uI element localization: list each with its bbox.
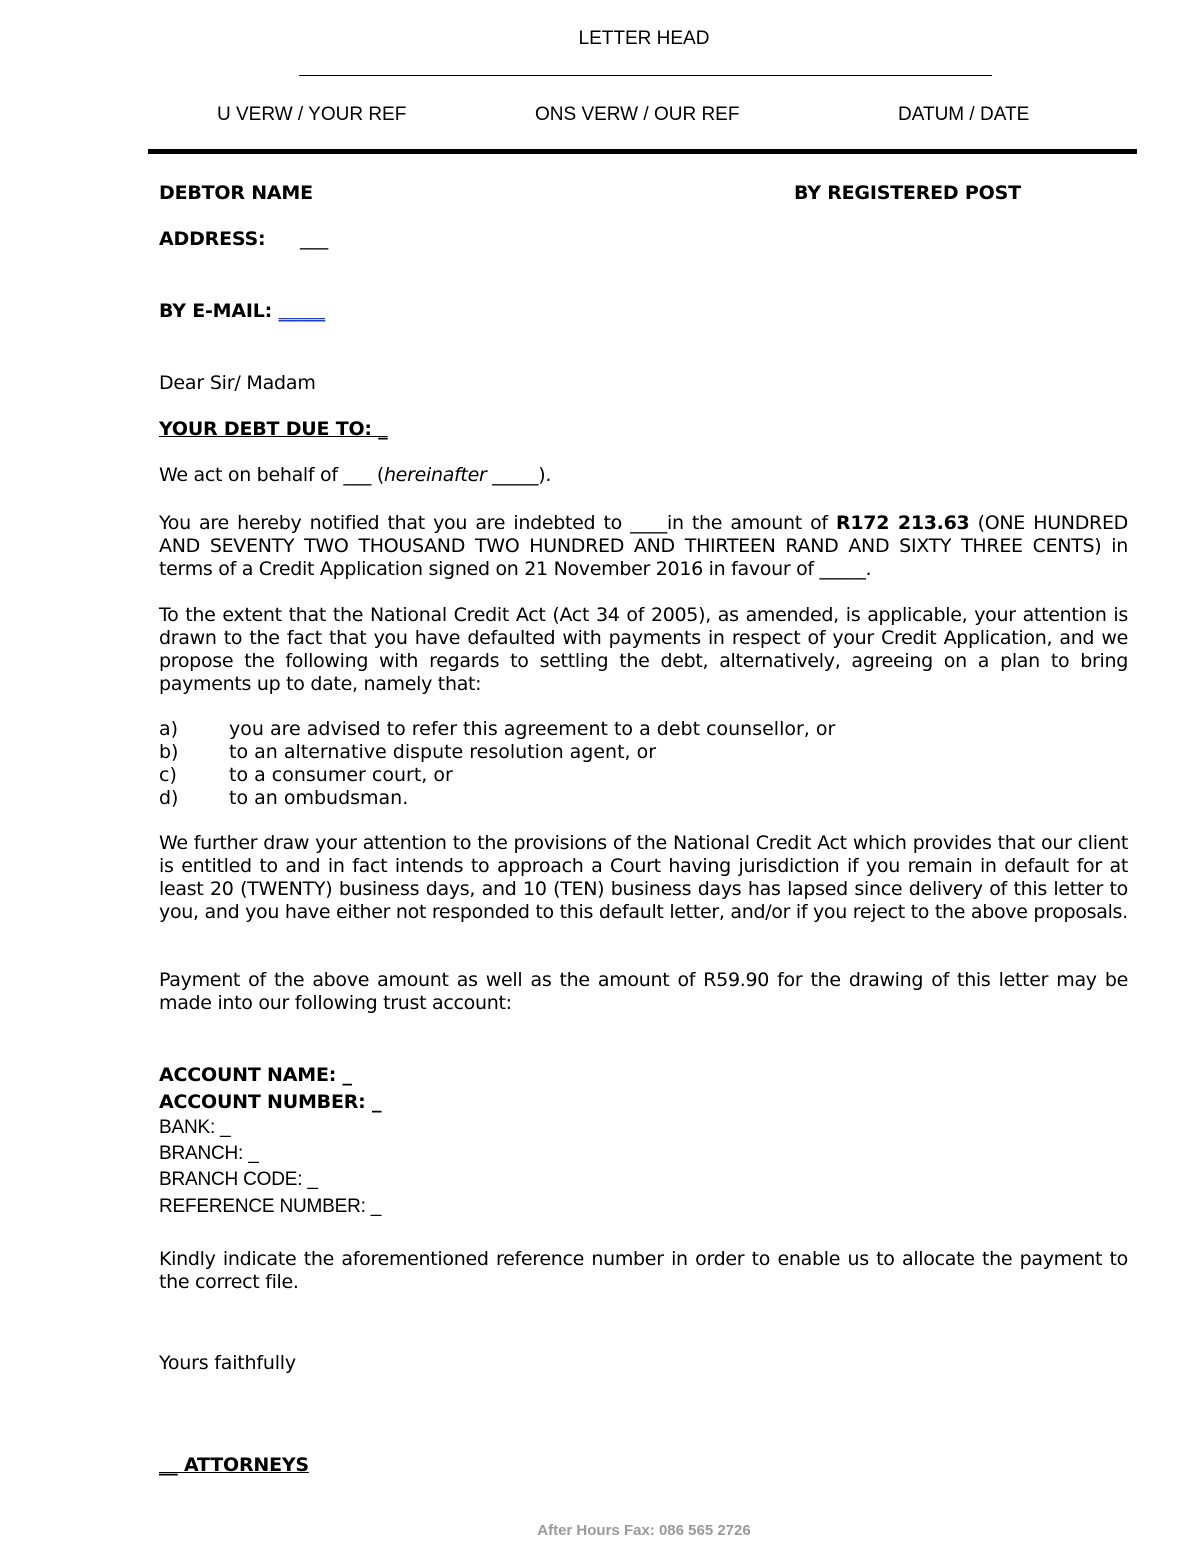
address-label: ADDRESS: xyxy=(159,228,266,250)
paragraph-on-behalf: We act on behalf of ___ (hereinafter _____). xyxy=(159,464,552,486)
list-item: c) to a consumer court, or xyxy=(159,764,453,786)
paragraph-payment: Payment of the above amount as well as the amount of R59.90 for the drawing of this letter may be made into our following trust account: xyxy=(159,969,1128,1014)
your-ref-label: U VERW / YOUR REF xyxy=(217,104,407,125)
delivery-method: BY REGISTERED POST xyxy=(794,182,1021,204)
letter-head: LETTER HEAD xyxy=(578,28,710,49)
paragraph-court: We further draw your attention to the provisions of the National Credit Act which provides that our client is entitled to and in fact intends to approach a Court having jurisdiction if you remain in default for at least 20 (TWENTY) business days, and 10 (TEN) business days has lapsed since delivery of this letter to you, and you have either not responded to this default letter, and/or if you reject to the above proposals. xyxy=(159,832,1128,923)
salutation: Dear Sir/ Madam xyxy=(159,372,316,394)
email-line xyxy=(159,300,325,322)
list-item: d) to an ombudsman. xyxy=(159,787,409,809)
reference-number: REFERENCE NUMBER: _ xyxy=(159,1196,382,1217)
email-link[interactable]: _____ xyxy=(278,300,326,322)
email-label: BY E-MAIL: xyxy=(159,300,273,322)
letterhead-divider xyxy=(299,75,992,76)
subject-heading: YOUR DEBT DUE TO: _ xyxy=(159,418,388,440)
paragraph-indebted: You are hereby notified that you are indebted to ____in the amount of R172 213.63 (ONE HUNDRED AND SEVENTY TWO THOUSAND TWO HUNDRED AND THIRTEEN RAND AND SIXTY THREE CENTS) in terms of a Credit Application signed on 21 November 2016 in favour of _____. xyxy=(159,512,1128,580)
account-number: ACCOUNT NUMBER: _ xyxy=(159,1091,382,1113)
paragraph-nca: To the extent that the National Credit Act (Act 34 of 2005), as amended, is applicable, your attention is drawn to the fact that you have defaulted with payments in respect of your Credit Application, and we propose the following with regards to settling the debt, alternatively, agreeing on a plan to bring payments up to date, namely that: xyxy=(159,604,1128,695)
address-value: ___ xyxy=(300,228,328,250)
list-item: b) to an alternative dispute resolution agent, or xyxy=(159,741,657,763)
signature-attorneys: __ ATTORNEYS xyxy=(159,1454,309,1476)
signoff: Yours faithfully xyxy=(159,1352,296,1374)
list-item: a) you are advised to refer this agreement to a debt counsellor, or xyxy=(159,718,836,740)
our-ref-label: ONS VERW / OUR REF xyxy=(535,104,740,125)
branch-code: BRANCH CODE: _ xyxy=(159,1169,318,1190)
bank: BANK: _ xyxy=(159,1117,231,1138)
paragraph-reference: Kindly indicate the aforementioned reference number in order to enable us to allocate the payment to the correct file. xyxy=(159,1248,1128,1293)
debtor-name: DEBTOR NAME xyxy=(159,182,313,204)
date-label: DATUM / DATE xyxy=(898,104,1030,125)
account-name: ACCOUNT NAME: _ xyxy=(159,1064,352,1086)
debt-amount: R172 213.63 xyxy=(836,512,970,534)
footer-fax: After Hours Fax: 086 565 2726 xyxy=(537,1522,751,1539)
header-divider xyxy=(148,149,1137,154)
branch: BRANCH: _ xyxy=(159,1143,259,1164)
